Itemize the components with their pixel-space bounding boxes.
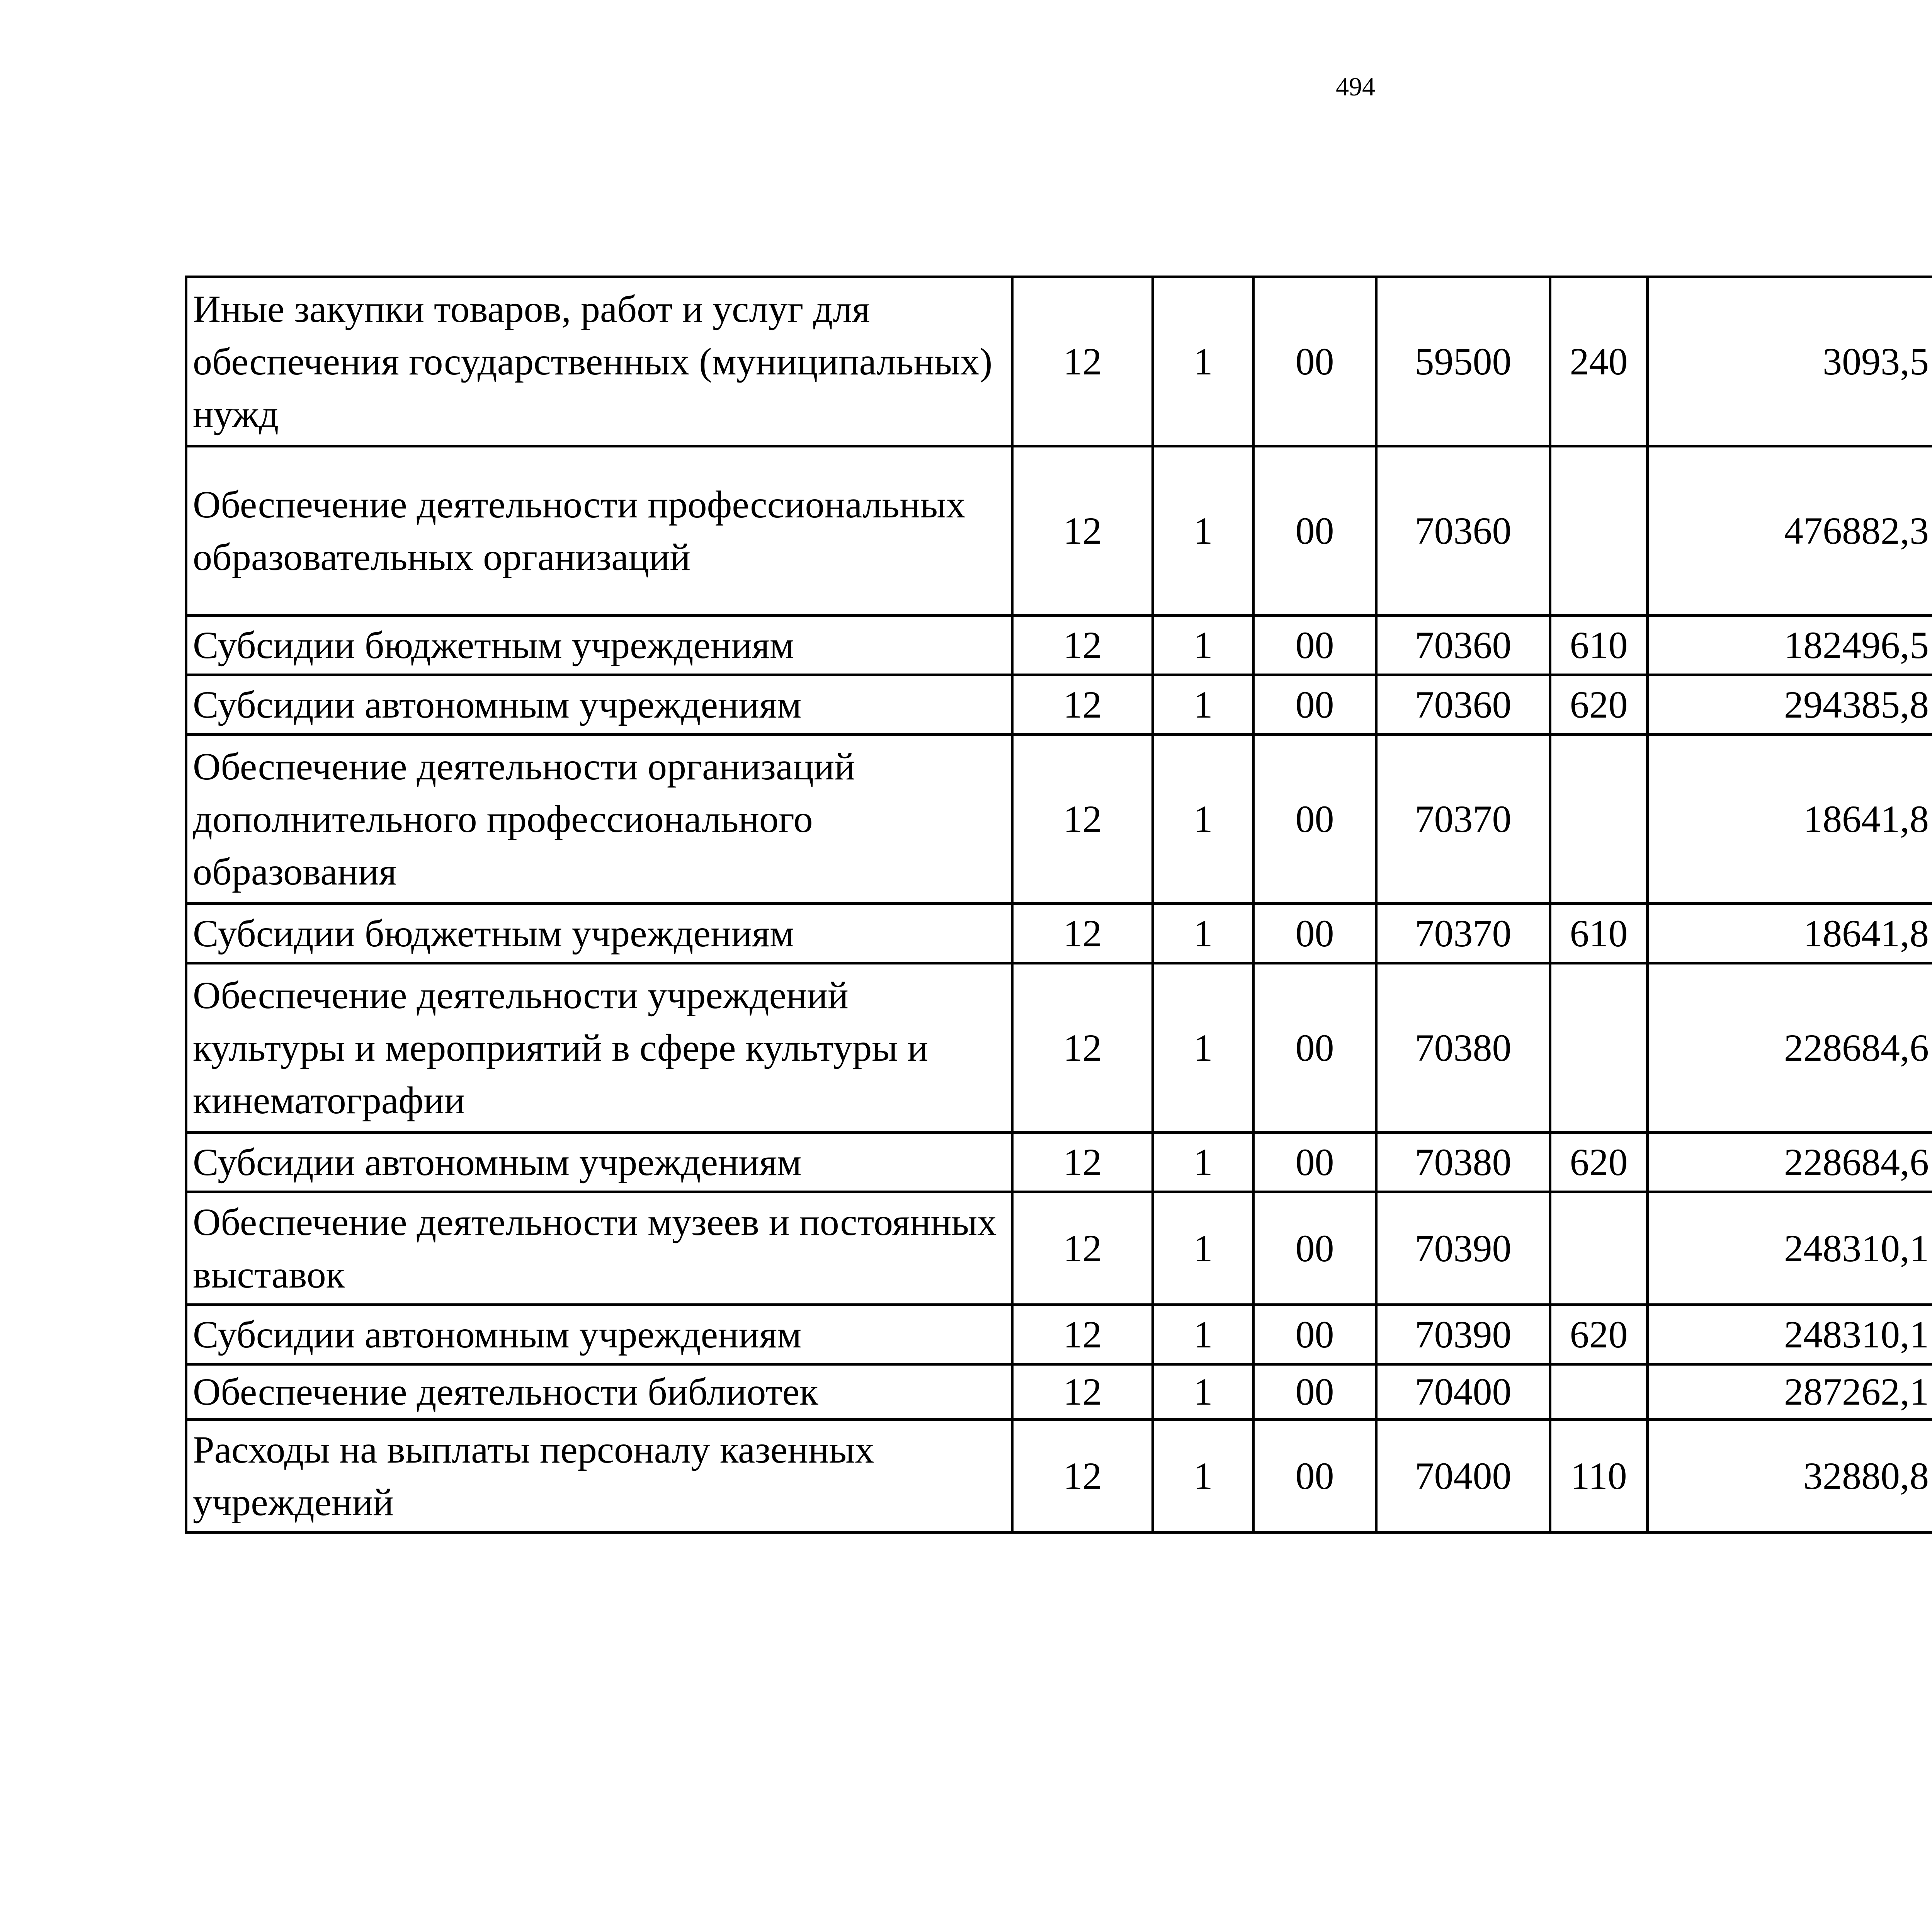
amount-year-1-cell: 18641,8 — [1648, 735, 1932, 904]
section-code-cell: 12 — [1012, 616, 1153, 675]
program-code-cell: 00 — [1253, 1305, 1376, 1364]
amount-year-1-cell: 248310,1 — [1648, 1192, 1932, 1305]
subsection-code-cell: 1 — [1153, 1192, 1253, 1305]
row-name-cell: Субсидии бюджетным учреждениям — [186, 616, 1012, 675]
expense-type-cell — [1550, 963, 1648, 1133]
row-name-cell: Иные закупки товаров, работ и услуг для обеспечения государственных (муниципальных) нужд — [186, 277, 1012, 446]
table-row — [186, 277, 1932, 446]
subsection-code-cell: 1 — [1153, 1133, 1253, 1192]
row-name-cell: Обеспечение деятельности библиотек — [186, 1364, 1012, 1420]
expense-type-cell: 110 — [1550, 1420, 1648, 1533]
subsection-code-cell: 1 — [1153, 446, 1253, 616]
amount-year-1-cell: 182496,5 — [1648, 616, 1932, 675]
amount-year-1-cell: 228684,6 — [1648, 1133, 1932, 1192]
program-code-cell: 00 — [1253, 446, 1376, 616]
table-row — [186, 1192, 1932, 1305]
direction-code-cell: 70370 — [1376, 735, 1550, 904]
section-code-cell: 12 — [1012, 675, 1153, 735]
table-row — [186, 1305, 1932, 1364]
expense-type-cell — [1550, 1192, 1648, 1305]
amount-year-1-cell: 228684,6 — [1648, 963, 1932, 1133]
section-code-cell: 12 — [1012, 1133, 1153, 1192]
amount-year-1-cell: 476882,3 — [1648, 446, 1932, 616]
table-row — [186, 1133, 1932, 1192]
section-code-cell: 12 — [1012, 1420, 1153, 1533]
expense-type-cell: 610 — [1550, 616, 1648, 675]
row-name-cell: Субсидии автономным учреждениям — [186, 675, 1012, 735]
expense-type-cell: 620 — [1550, 675, 1648, 735]
row-name-cell: Обеспечение деятельности учреждений культуры и мероприятий в сфере культуры и кинематографии — [186, 963, 1012, 1133]
table-row — [186, 616, 1932, 675]
program-code-cell: 00 — [1253, 963, 1376, 1133]
direction-code-cell: 70360 — [1376, 675, 1550, 735]
direction-code-cell: 70360 — [1376, 446, 1550, 616]
section-code-cell: 12 — [1012, 904, 1153, 963]
direction-code-cell: 70380 — [1376, 963, 1550, 1133]
row-name-cell: Субсидии бюджетным учреждениям — [186, 904, 1012, 963]
direction-code-cell: 70380 — [1376, 1133, 1550, 1192]
subsection-code-cell: 1 — [1153, 1305, 1253, 1364]
expense-type-cell: 240 — [1550, 277, 1648, 446]
subsection-code-cell: 1 — [1153, 735, 1253, 904]
program-code-cell: 00 — [1253, 904, 1376, 963]
program-code-cell: 00 — [1253, 1420, 1376, 1533]
table-row — [186, 735, 1932, 904]
section-code-cell: 12 — [1012, 735, 1153, 904]
subsection-code-cell: 1 — [1153, 1364, 1253, 1420]
table-row — [186, 446, 1932, 616]
direction-code-cell: 70400 — [1376, 1364, 1550, 1420]
direction-code-cell: 70370 — [1376, 904, 1550, 963]
expense-type-cell: 610 — [1550, 904, 1648, 963]
program-code-cell: 00 — [1253, 616, 1376, 675]
subsection-code-cell: 1 — [1153, 904, 1253, 963]
amount-year-1-cell: 3093,5 — [1648, 277, 1932, 446]
row-name-cell: Обеспечение деятельности организаций дополнительного профессионального образования — [186, 735, 1012, 904]
program-code-cell: 00 — [1253, 1192, 1376, 1305]
section-code-cell: 12 — [1012, 1364, 1153, 1420]
row-name-cell: Обеспечение деятельности музеев и постоянных выставок — [186, 1192, 1012, 1305]
amount-year-1-cell: 32880,8 — [1648, 1420, 1932, 1533]
row-name-cell: Субсидии автономным учреждениям — [186, 1133, 1012, 1192]
row-name-cell: Расходы на выплаты персоналу казенных учреждений — [186, 1420, 1012, 1533]
subsection-code-cell: 1 — [1153, 675, 1253, 735]
program-code-cell: 00 — [1253, 735, 1376, 904]
section-code-cell: 12 — [1012, 1305, 1153, 1364]
expense-type-cell: 620 — [1550, 1305, 1648, 1364]
program-code-cell: 00 — [1253, 1364, 1376, 1420]
expense-type-cell — [1550, 446, 1648, 616]
expense-type-cell — [1550, 735, 1648, 904]
budget-table — [185, 276, 1932, 1534]
program-code-cell: 00 — [1253, 277, 1376, 446]
row-name-cell: Субсидии автономным учреждениям — [186, 1305, 1012, 1364]
subsection-code-cell: 1 — [1153, 963, 1253, 1133]
direction-code-cell: 70360 — [1376, 616, 1550, 675]
section-code-cell: 12 — [1012, 446, 1153, 616]
section-code-cell: 12 — [1012, 1192, 1153, 1305]
subsection-code-cell: 1 — [1153, 277, 1253, 446]
direction-code-cell: 59500 — [1376, 277, 1550, 446]
row-name-cell: Обеспечение деятельности профессиональных образовательных организаций — [186, 446, 1012, 616]
section-code-cell: 12 — [1012, 963, 1153, 1133]
program-code-cell: 00 — [1253, 1133, 1376, 1192]
direction-code-cell: 70390 — [1376, 1305, 1550, 1364]
expense-type-cell — [1550, 1364, 1648, 1420]
amount-year-1-cell: 294385,8 — [1648, 675, 1932, 735]
table-row — [186, 904, 1932, 963]
table-row — [186, 963, 1932, 1133]
table-row — [186, 1420, 1932, 1533]
amount-year-1-cell: 248310,1 — [1648, 1305, 1932, 1364]
table-row — [186, 675, 1932, 735]
page-number: 494 — [1336, 72, 1375, 101]
section-code-cell: 12 — [1012, 277, 1153, 446]
table-row — [186, 1364, 1932, 1420]
subsection-code-cell: 1 — [1153, 1420, 1253, 1533]
amount-year-1-cell: 287262,1 — [1648, 1364, 1932, 1420]
expense-type-cell: 620 — [1550, 1133, 1648, 1192]
direction-code-cell: 70390 — [1376, 1192, 1550, 1305]
amount-year-1-cell: 18641,8 — [1648, 904, 1932, 963]
table-body — [186, 277, 1932, 1533]
direction-code-cell: 70400 — [1376, 1420, 1550, 1533]
program-code-cell: 00 — [1253, 675, 1376, 735]
subsection-code-cell: 1 — [1153, 616, 1253, 675]
